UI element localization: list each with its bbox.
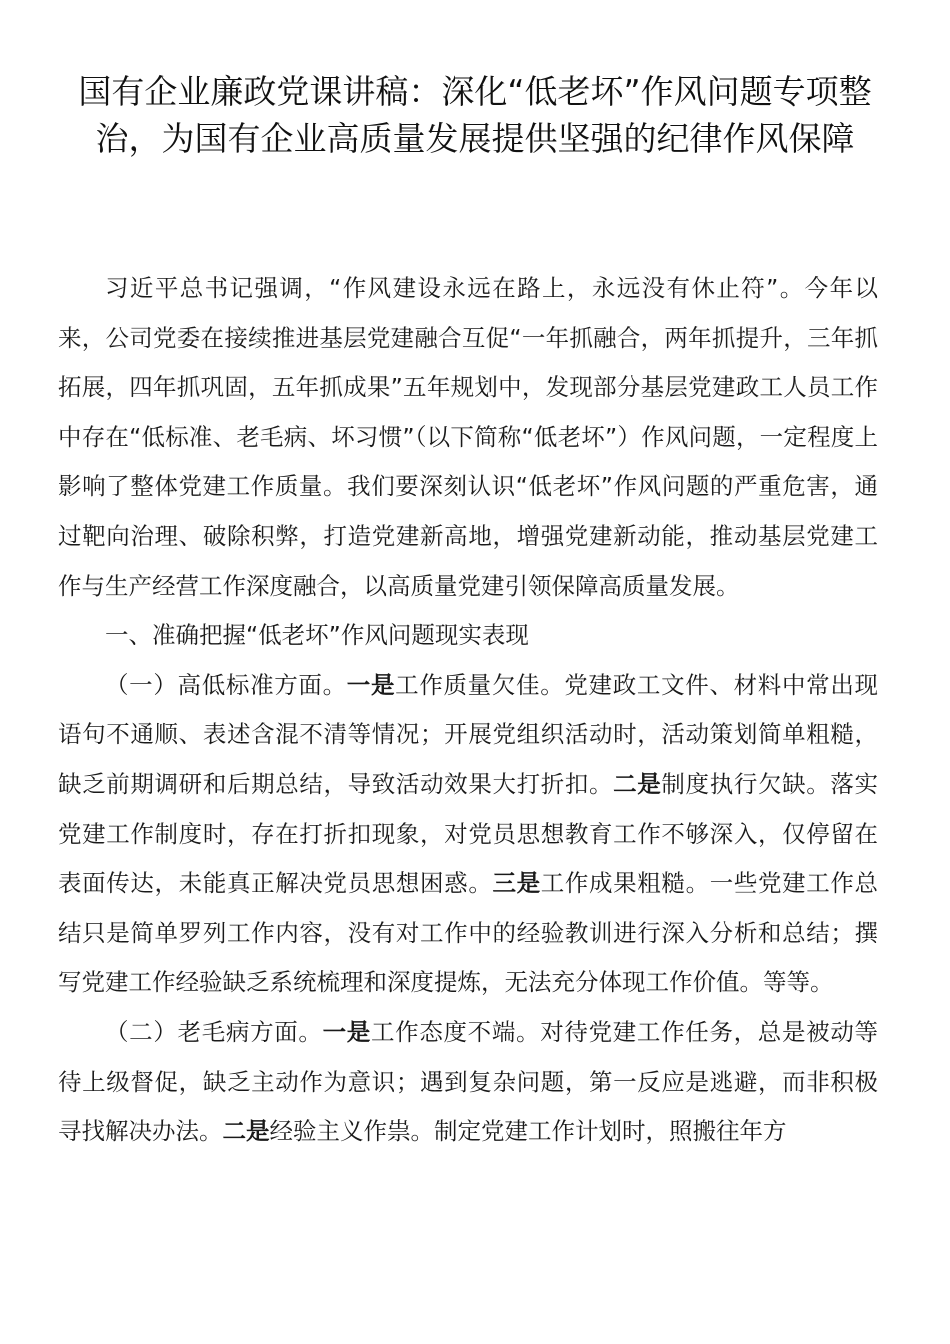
point-3-keyword: 三是 [492, 869, 541, 898]
document-title: 国有企业廉政党课讲稿：深化“低老坏”作风问题专项整治，为国有企业高质量发展提供坚强的纪律作风保障 [78, 72, 872, 158]
intro-paragraph: 习近平总书记强调，“作风建设永远在路上，永远没有休止符”。今年以来，公司党委在接续推进基层党建融合互促“一年抓融合，两年抓提升，三年抓拓展，四年抓巩固，五年抓成果”五年规划中，发现部分基层党建政工人员工作中存在“低标准、老毛病、坏习惯”（以下简称“低老坏”）作风问题，一定程度上影响了整体党建工作质量。我们要深刻认识“低老坏”作风问题的严重危害，通过靶向治理、破除积弊，打造党建新高地，增强党建新动能，推动基层党建工作与生产经营工作深度融合，以高质量党建引领保障高质量发展。 [58, 274, 878, 600]
point-2-text: 制度执行欠缺。落实党建工作制度时，存在打折扣现象，对党员思想教育工作不够深入，仅停留在表面传达，未能真正解决党员思想困惑。 [58, 769, 879, 898]
subsection-1-lead: （一）高低标准方面。 [105, 670, 347, 699]
point-1-text: 工作质量欠佳。党建政工文件、材料中常出现语句不通顺、表述含混不清等情况；开展党组织活动时，活动策划简单粗糙，缺乏前期调研和后期总结，导致活动效果大打折扣。 [58, 670, 879, 798]
document-body [58, 264, 878, 1157]
point-2-keyword: 二是 [613, 769, 662, 798]
point-2-text: 经验主义作祟。制定党建工作计划时，照搬往年方 [269, 1117, 787, 1146]
point-1-text: 工作态度不端。对待党建工作任务，总是被动等待上级督促，缺乏主动作为意识；遇到复杂问题，第一反应是逃避，而非积极寻找解决办法。 [58, 1017, 879, 1146]
subsection-1-paragraph [58, 661, 878, 1008]
point-2-keyword: 二是 [222, 1117, 270, 1146]
section-heading: 一、准确把握“低老坏”作风问题现实表现 [105, 621, 529, 650]
subsection-2-lead: （二）老毛病方面。 [105, 1017, 323, 1046]
point-1-keyword: 一是 [346, 670, 396, 699]
subsection-2-paragraph [58, 1008, 878, 1157]
point-1-keyword: 一是 [322, 1017, 371, 1046]
point-3-text: 工作成果粗糙。一些党建工作总结只是简单罗列工作内容，没有对工作中的经验教训进行深入分析和总结；撰写党建工作经验缺乏系统梳理和深度提炼，无法充分体现工作价值。等等。 [58, 869, 879, 997]
